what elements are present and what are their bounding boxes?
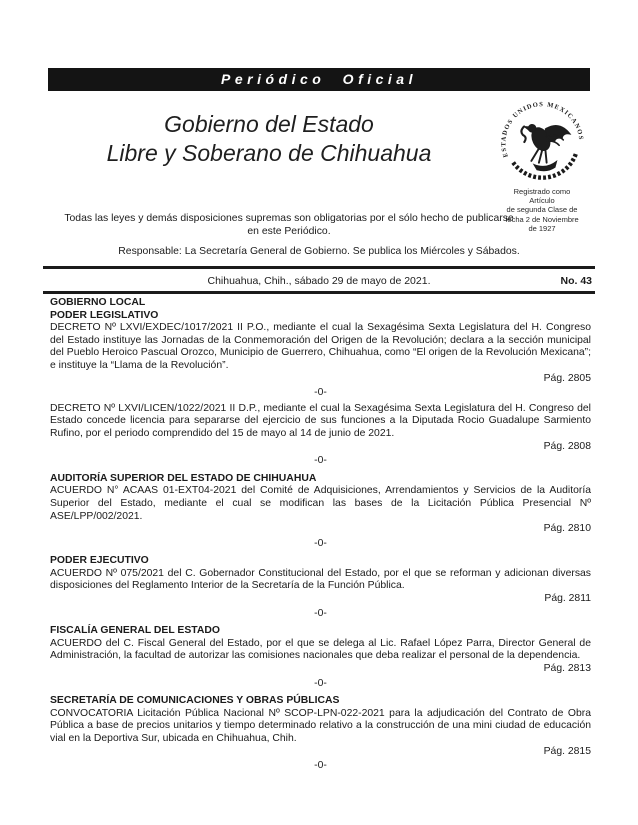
index-section bbox=[50, 555, 591, 620]
registration-line: Registrado como bbox=[513, 187, 571, 196]
section-body: ACUERDO Nº 075/2021 del C. Gobernador Constitucional del Estado, por el que se reforman y adicionan diversas disposiciones del Reglamento Interior de la Secretaría de la Función Pública. bbox=[50, 567, 591, 592]
government-title-line1: Gobierno del Estado bbox=[164, 111, 374, 137]
issue-number: No. 43 bbox=[560, 275, 592, 287]
section-headings bbox=[50, 695, 591, 708]
national-seal-icon bbox=[488, 86, 596, 194]
section-body: ACUERDO del C. Fiscal General del Estado, por el que se delega al Lic. Rafael López Parra, Director General de Administración, la facultad de autorizar las comisiones nacionales que deba realizar el personal de la dependencia. bbox=[50, 637, 591, 662]
legal-notice-line2: en este Periódico. bbox=[247, 226, 331, 237]
legal-notice bbox=[55, 212, 523, 238]
horizontal-rule-top bbox=[43, 266, 595, 269]
dateline-row bbox=[43, 273, 595, 289]
dateline-date: Chihuahua, Chih., sábado 29 de mayo de 2021. bbox=[207, 275, 431, 287]
section-page-ref: Pág. 2813 bbox=[543, 663, 591, 675]
government-title-line2: Libre y Soberano de Chihuahua bbox=[106, 140, 432, 166]
section-page-ref: Pág. 2810 bbox=[543, 523, 591, 535]
index-sections bbox=[50, 297, 591, 776]
section-heading: FISCALÍA GENERAL DEL ESTADO bbox=[50, 625, 220, 637]
section-separator: -0- bbox=[314, 607, 327, 619]
section-separator: -0- bbox=[314, 455, 327, 467]
index-section bbox=[50, 297, 591, 400]
registration-line: Artículo bbox=[529, 196, 555, 206]
section-page-ref: Pág. 2808 bbox=[543, 440, 591, 452]
index-section bbox=[50, 625, 591, 690]
index-section bbox=[50, 473, 591, 551]
section-separator: -0- bbox=[314, 537, 327, 549]
section-headings bbox=[50, 473, 591, 486]
section-heading: AUDITORÍA SUPERIOR DEL ESTADO DE CHIHUAHUA bbox=[50, 472, 317, 484]
section-heading: PODER EJECUTIVO bbox=[50, 555, 149, 567]
responsible-note: Responsable: La Secretaría General de Gobierno. Se publica los Miércoles y Sábados. bbox=[118, 246, 520, 257]
masthead-banner bbox=[48, 68, 590, 91]
section-page-ref: Pág. 2815 bbox=[543, 745, 591, 757]
section-separator: -0- bbox=[314, 387, 327, 399]
section-body: CONVOCATORIA Licitación Pública Nacional Nº SCOP-LPN-022-2021 para la adjudicación del Contrato de Obra Pública a base de precios unitarios y tiempo determinado relativo a la construcción de una mini ciudad de educación vial en la Deportiva Sur, ubicada en Chihuahua, Chih. bbox=[50, 707, 591, 744]
registration-line: fecha 2 de Noviembre bbox=[505, 214, 579, 224]
section-body: ACUERDO N° ACAAS 01-EXT04-2021 del Comité de Adquisiciones, Arrendamientos y Servicios de la Auditoría Superior del Estado, mediante el cual se modifican las bases de la Licitación Pública Presencial Nº ASE/LPP/002/2021. bbox=[50, 485, 591, 522]
section-heading: PODER LEGISLATIVO bbox=[50, 309, 159, 321]
seal-ring-text: ESTADOS UNIDOS MEXICANOS bbox=[500, 101, 585, 159]
registration-line: de 1927 bbox=[528, 223, 556, 233]
section-page-ref: Pág. 2811 bbox=[544, 593, 591, 605]
section-heading: GOBIERNO LOCAL bbox=[50, 297, 146, 308]
section-heading: SECRETARÍA DE COMUNICACIONES Y OBRAS PÚBLICAS bbox=[50, 695, 340, 707]
section-body: DECRETO Nº LXVI/EXDEC/1017/2021 II P.O., mediante el cual la Sexagésima Sexta Legislatura del H. Congreso del Estado instituye las Jornadas de la Conmemoración del Origen de la Revolución; declara a la sección municipal del Pueblo Heroico Pascual Orozco, Municipio de Guerrero, Chihuahua, como “El origen de la Revolución Mexicana”; e instituye la “Llama de la Revolución”. bbox=[50, 322, 591, 371]
index-section bbox=[50, 403, 591, 468]
index-section bbox=[50, 695, 591, 773]
horizontal-rule-bottom bbox=[43, 291, 595, 294]
masthead-title: Periódico Oficial bbox=[221, 71, 417, 87]
section-body: DECRETO Nº LXVI/LICEN/1022/2021 II D.P., mediante el cual la Sexagésima Sexta Legislatura del H. Congreso del Estado concede licencia para separarse del ejercicio de sus funciones a la Diputada Rocio Guadalupe Sarmiento Rufino, por el periodo comprendido del 15 de mayo al 14 de junio de 2021. bbox=[50, 402, 591, 439]
section-separator: -0- bbox=[314, 760, 327, 772]
registration-line: de segunda Clase de bbox=[506, 205, 578, 215]
section-page-ref: Pág. 2805 bbox=[543, 372, 591, 384]
section-headings bbox=[50, 625, 591, 638]
seal-eagle-glyph bbox=[521, 119, 575, 173]
government-title bbox=[28, 110, 510, 168]
section-separator: -0- bbox=[314, 677, 327, 689]
section-headings bbox=[50, 555, 591, 568]
legal-notice-line1: Todas las leyes y demás disposiciones supremas son obligatorias por el sólo hecho de publicarse bbox=[64, 213, 514, 224]
section-headings bbox=[50, 297, 591, 322]
